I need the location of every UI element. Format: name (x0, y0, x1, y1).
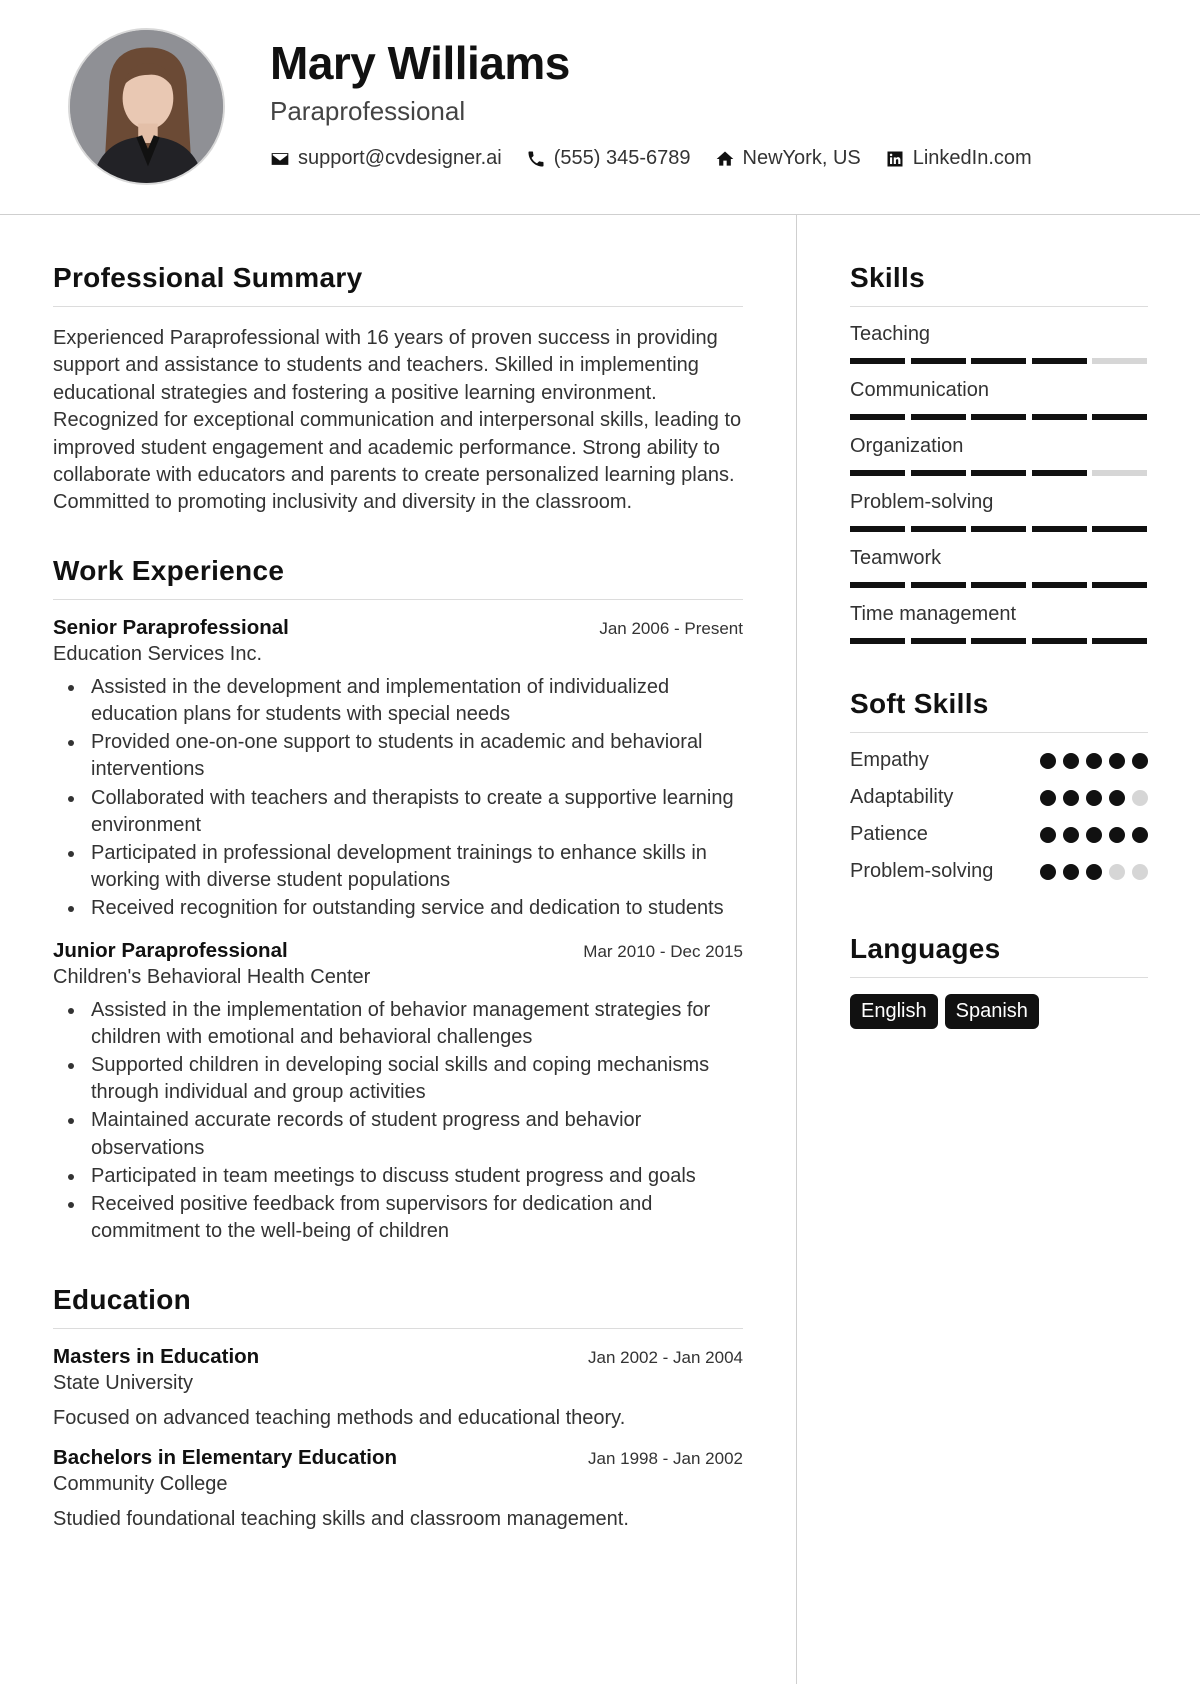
job-entry (53, 616, 743, 923)
job-role: Junior Paraprofessional (53, 938, 288, 962)
job-date: Mar 2010 - Dec 2015 (583, 941, 743, 961)
skill-level-segment-filled (911, 526, 966, 532)
skill-name: Communication (850, 379, 989, 401)
contact-phone[interactable] (526, 147, 691, 170)
language-tag: Spanish (945, 994, 1039, 1029)
skill-level-segment-filled (1032, 638, 1087, 644)
job-bullet: Supported children in developing social skills and coping mechanisms through individual and group activities (53, 1052, 743, 1106)
skill-name: Time management (850, 603, 1016, 625)
job-org: Children's Behavioral Health Center (53, 965, 371, 988)
skill-level-bar (850, 414, 1147, 420)
skill-level-segment-filled (971, 582, 1026, 588)
soft-skill-item (850, 749, 1148, 772)
education-heading: Education (53, 1284, 743, 1329)
skill-item (850, 323, 1148, 364)
job-bullet: Received positive feedback from supervisors for dedication and commitment to the well-being of children (53, 1191, 743, 1245)
soft-skill-name: Patience (850, 823, 928, 845)
skill-level-segment-filled (1092, 526, 1147, 532)
education-degree: Bachelors in Elementary Education (53, 1445, 398, 1469)
person-portrait-icon (70, 30, 223, 183)
rating-dot-filled (1109, 790, 1125, 806)
soft-skill-item (850, 786, 1148, 809)
skill-level-segment-filled (1032, 526, 1087, 532)
soft-skills-list (850, 749, 1148, 883)
soft-skill-name: Empathy (850, 749, 929, 771)
rating-dot-filled (1040, 790, 1056, 806)
rating-dot-filled (1040, 827, 1056, 843)
skill-level-segment-filled (1032, 358, 1087, 364)
soft-skills-heading: Soft Skills (850, 688, 1148, 733)
rating-dot-filled (1063, 864, 1079, 880)
skill-level-segment-filled (971, 470, 1026, 476)
skill-item (850, 547, 1148, 588)
job-date: Jan 2006 - Present (599, 618, 743, 638)
skill-level-segment-filled (971, 638, 1026, 644)
contact-email[interactable] (270, 147, 502, 170)
education-date: Jan 2002 - Jan 2004 (587, 1347, 743, 1367)
skill-level-segment-filled (850, 582, 905, 588)
profile-photo (68, 28, 225, 185)
soft-skill-rating (1033, 753, 1148, 769)
contact-location (715, 147, 861, 170)
languages-heading: Languages (850, 933, 1148, 978)
phone-icon (526, 149, 546, 169)
envelope-icon (270, 149, 290, 169)
skills-list (850, 323, 1148, 644)
job-bullet: Assisted in the development and implementation of individualized education plans for students with special needs (53, 674, 743, 728)
summary-heading: Professional Summary (53, 262, 743, 307)
job-org: Education Services Inc. (53, 642, 262, 665)
rating-dot-empty (1132, 864, 1148, 880)
column-divider (796, 215, 797, 1684)
rating-dot-filled (1086, 864, 1102, 880)
education-date: Jan 1998 - Jan 2002 (587, 1448, 743, 1468)
soft-skill-name: Adaptability (850, 786, 954, 808)
rating-dot-filled (1109, 753, 1125, 769)
rating-dot-filled (1063, 827, 1079, 843)
sidebar-column (850, 262, 1148, 1029)
soft-skill-rating (1033, 827, 1148, 843)
job-bullets (53, 997, 743, 1246)
skill-level-segment-filled (850, 414, 905, 420)
job-bullet: Participated in team meetings to discuss student progress and goals (53, 1163, 743, 1190)
rating-dot-filled (1063, 753, 1079, 769)
skill-level-segment-filled (850, 358, 905, 364)
rating-dot-filled (1086, 790, 1102, 806)
candidate-title: Paraprofessional (270, 96, 466, 126)
skill-item (850, 379, 1148, 420)
rating-dot-filled (1063, 790, 1079, 806)
job-entry (53, 939, 743, 1246)
skill-level-segment-filled (1032, 582, 1087, 588)
skill-level-segment-filled (1092, 414, 1147, 420)
contact-email-text: support@cvdesigner.ai (298, 147, 502, 169)
job-role: Senior Paraprofessional (53, 615, 289, 639)
soft-skill-rating (1033, 864, 1148, 880)
education-school: Community College (53, 1472, 228, 1495)
soft-skill-item (850, 860, 1148, 883)
rating-dot-filled (1040, 753, 1056, 769)
skill-level-segment-filled (1092, 638, 1147, 644)
job-bullet: Received recognition for outstanding service and dedication to students (53, 895, 743, 922)
job-bullet: Participated in professional development trainings to enhance skills in working with diverse student populations (53, 840, 743, 894)
education-entry (53, 1345, 743, 1430)
summary-text: Experienced Paraprofessional with 16 years of proven success in providing support and assistance to students and teachers. Skilled in implementing educational strategies and fostering a positive learning environment. Recognized for exceptional communication and interpersonal skills, leading to improved student engagement and academic performance. Strong ability to collaborate with educators and parents to create personalized learning plans. Committed to promoting inclusivity and diversity in the classroom. (53, 327, 742, 514)
skill-level-bar (850, 526, 1147, 532)
contact-phone-text: (555) 345-6789 (553, 147, 691, 169)
languages-list (850, 994, 1148, 1029)
soft-skill-item (850, 823, 1148, 846)
skill-name: Organization (850, 435, 964, 457)
soft-skill-name: Problem-solving (850, 860, 994, 882)
rating-dot-filled (1109, 827, 1125, 843)
contact-location-text: NewYork, US (742, 147, 861, 169)
skill-item (850, 603, 1148, 644)
skill-level-segment-filled (1092, 582, 1147, 588)
skill-name: Teaching (850, 323, 931, 345)
skill-name: Problem-solving (850, 491, 994, 513)
skill-level-segment-filled (911, 582, 966, 588)
education-description: Focused on advanced teaching methods and educational theory. (53, 1406, 626, 1429)
rating-dot-empty (1132, 790, 1148, 806)
job-bullet: Maintained accurate records of student progress and behavior observations (53, 1107, 743, 1161)
skill-level-segment-filled (850, 526, 905, 532)
skill-level-segment-filled (911, 358, 966, 364)
rating-dot-filled (1086, 753, 1102, 769)
job-bullet: Collaborated with teachers and therapists to create a supportive learning environment (53, 785, 743, 839)
experience-heading: Work Experience (53, 555, 743, 600)
job-bullet: Assisted in the implementation of behavior management strategies for children with emotional and behavioral challenges (53, 997, 743, 1051)
main-column (53, 262, 743, 1531)
rating-dot-filled (1132, 753, 1148, 769)
rating-dot-empty (1109, 864, 1125, 880)
skill-level-segment-filled (971, 414, 1026, 420)
education-description: Studied foundational teaching skills and classroom management. (53, 1507, 629, 1530)
skill-level-segment-filled (1032, 470, 1087, 476)
skill-level-segment-filled (850, 470, 905, 476)
skill-level-bar (850, 358, 1147, 364)
skills-heading: Skills (850, 262, 1148, 307)
skill-item (850, 491, 1148, 532)
skill-level-segment-empty (1092, 358, 1147, 364)
job-bullet: Provided one-on-one support to students in academic and behavioral interventions (53, 729, 743, 783)
skill-level-segment-filled (971, 526, 1026, 532)
skill-item (850, 435, 1148, 476)
language-tag: English (850, 994, 938, 1029)
rating-dot-filled (1132, 827, 1148, 843)
linkedin-icon (885, 149, 905, 169)
home-icon (715, 149, 735, 169)
rating-dot-filled (1086, 827, 1102, 843)
candidate-name: Mary Williams (270, 37, 570, 89)
skill-level-bar (850, 470, 1147, 476)
skill-level-segment-filled (971, 358, 1026, 364)
contact-linkedin-text: LinkedIn.com (912, 147, 1032, 169)
skill-level-segment-filled (1032, 414, 1087, 420)
skill-level-segment-filled (850, 638, 905, 644)
skill-name: Teamwork (850, 547, 942, 569)
education-entry (53, 1446, 743, 1531)
skill-level-segment-filled (911, 470, 966, 476)
contact-bar (270, 147, 1056, 170)
resume-header (0, 0, 1200, 215)
rating-dot-filled (1040, 864, 1056, 880)
skill-level-segment-filled (911, 638, 966, 644)
skill-level-bar (850, 638, 1147, 644)
skill-level-segment-empty (1092, 470, 1147, 476)
education-degree: Masters in Education (53, 1344, 260, 1368)
job-bullets (53, 674, 743, 923)
soft-skill-rating (1033, 790, 1148, 806)
contact-linkedin[interactable] (885, 147, 1032, 170)
skill-level-bar (850, 582, 1147, 588)
education-school: State University (53, 1371, 194, 1394)
skill-level-segment-filled (911, 414, 966, 420)
